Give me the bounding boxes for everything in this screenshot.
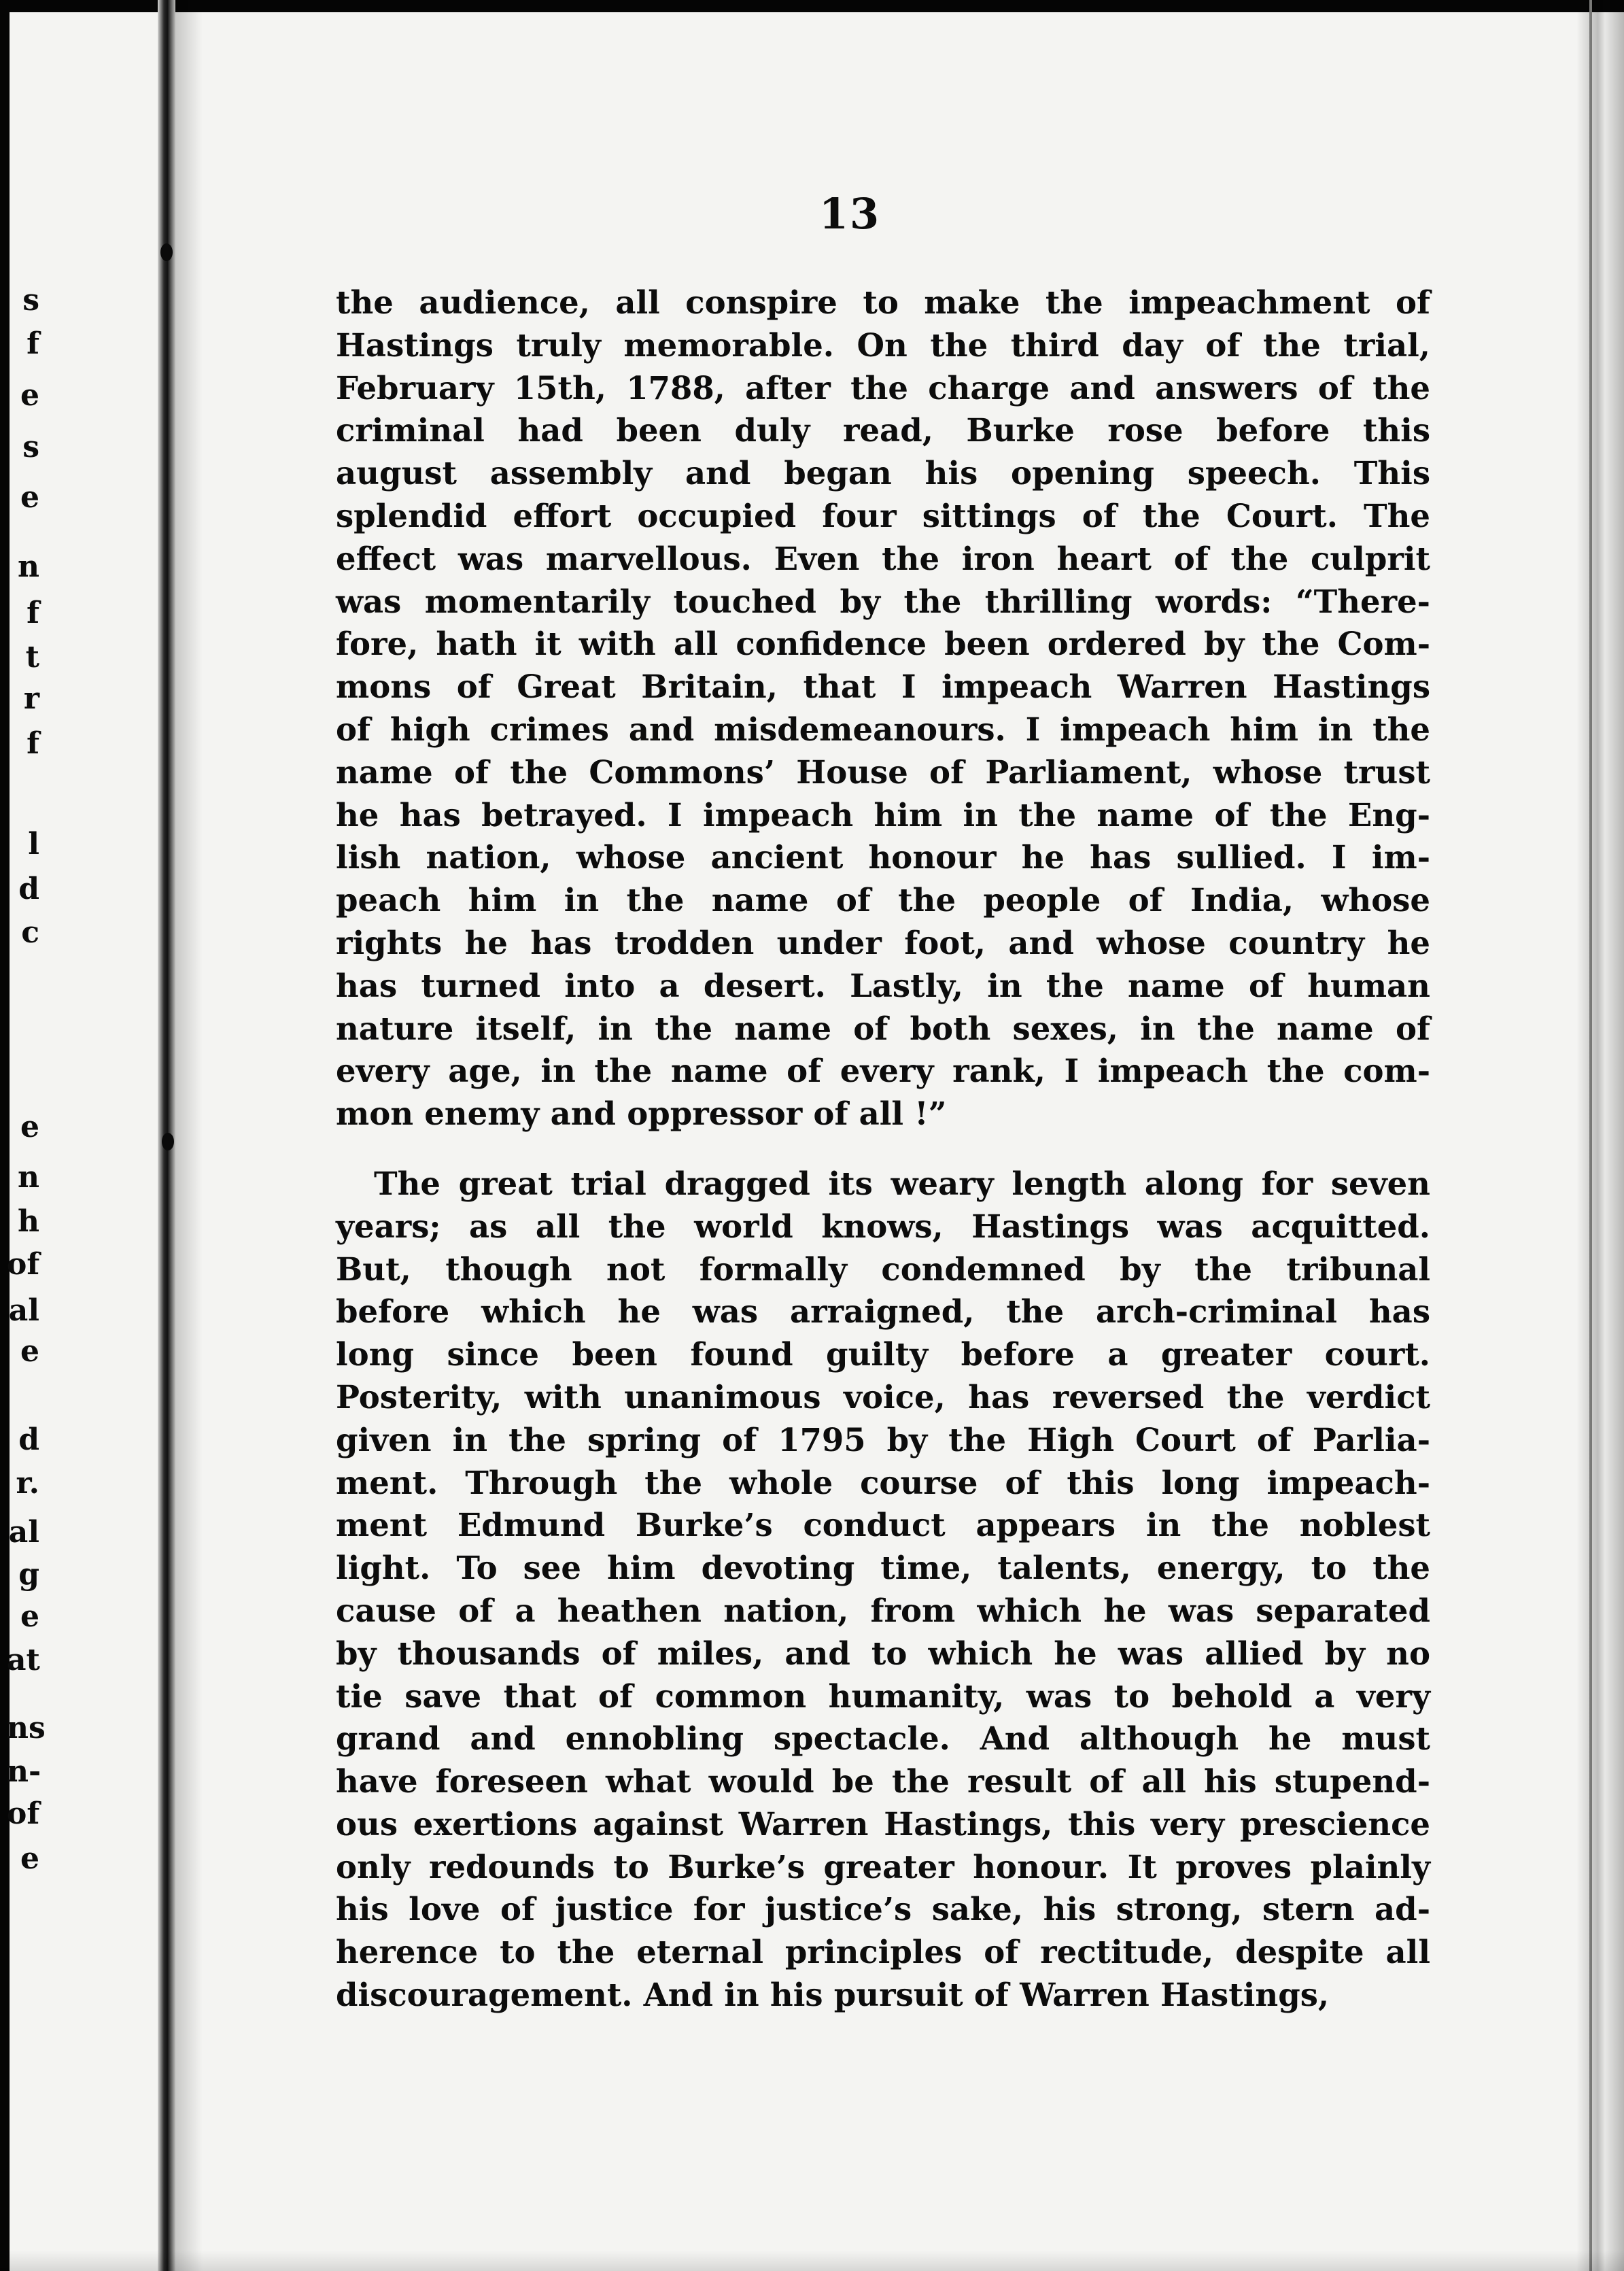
- binding-mark-top: [160, 243, 173, 261]
- facing-page-fragment: e: [20, 1334, 39, 1369]
- text-line: The great trial dragged its weary length along for seven: [374, 1164, 1430, 1202]
- facing-page-fragment: s: [22, 430, 39, 464]
- text-line: name of the Commons’ House of Parliament, whose trust: [336, 753, 1430, 791]
- text-line: Hastings truly memorable. On the third day of the trial,: [336, 326, 1430, 364]
- facing-page-fragment: ns: [7, 1711, 46, 1745]
- facing-page-fragment: e: [20, 378, 39, 413]
- text-line: discouragement. And in his pursuit of Warren Hastings,: [336, 1976, 1330, 2014]
- text-line: his love of justice for justice’s sake, his strong, stern ad-: [336, 1890, 1430, 1928]
- facing-page-fragment: e: [20, 1110, 39, 1144]
- facing-page-fragment: h: [18, 1204, 39, 1239]
- text-line: light. To see him devoting time, talents, energy, to the: [336, 1549, 1430, 1587]
- facing-page-fragment: f: [27, 326, 39, 361]
- facing-page-fragments: [0, 0, 46, 2271]
- page-number: 13: [818, 189, 881, 239]
- text-line: every age, in the name of every rank, I impeach the com-: [336, 1052, 1430, 1090]
- text-line: have foreseen what would be the result of all his stupend-: [336, 1762, 1430, 1800]
- body-text: [336, 281, 1430, 2017]
- facing-page-fragment: at: [7, 1643, 40, 1677]
- facing-page-fragment: e: [20, 1841, 39, 1876]
- facing-page-fragment: r.: [16, 1466, 39, 1501]
- facing-page-fragment: f: [27, 726, 39, 761]
- text-line: years; as all the world knows, Hastings was acquitted.: [336, 1207, 1430, 1245]
- page-bottom-shadow: [0, 2251, 1624, 2271]
- paragraph-gap: [336, 1136, 1430, 1163]
- facing-page-fragment: t: [25, 640, 39, 675]
- scan-border-top: [0, 0, 1624, 12]
- text-line: fore, hath it with all confidence been ordered by the Com-: [336, 625, 1430, 663]
- text-line: ment Edmund Burke’s conduct appears in the noblest: [336, 1506, 1430, 1544]
- text-line: given in the spring of 1795 by the High Court of Parlia-: [336, 1420, 1430, 1458]
- text-line: effect was marvellous. Even the iron heart of the culprit: [336, 539, 1430, 577]
- facing-page-fragment: n-: [7, 1754, 41, 1789]
- facing-page-fragment: c: [21, 915, 39, 950]
- text-line: nature itself, in the name of both sexes, in the name of: [336, 1009, 1430, 1047]
- text-line: February 15th, 1788, after the charge and answers of the: [336, 369, 1430, 407]
- binding-mark-middle: [162, 1133, 174, 1150]
- text-line: he has betrayed. I impeach him in the name of the Eng-: [336, 796, 1430, 834]
- facing-page-fragment: e: [20, 480, 39, 515]
- facing-page-fragment: l: [28, 827, 39, 861]
- paragraph: [336, 281, 1430, 1136]
- facing-page-fragment: g: [18, 1557, 39, 1592]
- text-line: the audience, all conspire to make the impeachment of: [336, 284, 1430, 321]
- text-line: herence to the eternal principles of rectitude, despite all: [336, 1933, 1430, 1971]
- facing-page-fragment: e: [20, 1599, 39, 1634]
- text-line: long since been found guilty before a greater court.: [336, 1335, 1430, 1373]
- text-line: splendid effort occupied four sittings of the Court. The: [336, 496, 1430, 534]
- facing-page-fragment: d: [18, 1422, 39, 1457]
- text-line: tie save that of common humanity, was to behold a very: [336, 1677, 1430, 1715]
- facing-page-fragment: n: [18, 1160, 39, 1195]
- text-line: was momentarily touched by the thrilling words: “There-: [336, 582, 1430, 620]
- text-line: rights he has trodden under foot, and whose country he: [336, 923, 1430, 961]
- facing-page-fragment: r: [23, 681, 39, 716]
- text-line: mon enemy and oppressor of all !”: [336, 1095, 947, 1133]
- text-line: has turned into a desert. Lastly, in the name of human: [336, 966, 1430, 1004]
- text-line: grand and ennobling spectacle. And although he must: [336, 1720, 1430, 1758]
- gutter-shadow: [175, 0, 203, 2271]
- facing-page-fragment: d: [18, 872, 39, 906]
- facing-page-fragment: f: [27, 596, 39, 630]
- text-line: ment. Through the whole course of this long impeach-: [336, 1463, 1430, 1501]
- text-line: august assembly and began his opening speech. This: [336, 454, 1430, 492]
- page-edge-shadow: [1576, 0, 1624, 2271]
- facing-page-fragment: s: [22, 283, 39, 318]
- facing-page-fragment: n: [18, 549, 39, 584]
- text-line: cause of a heathen nation, from which he was separated: [336, 1591, 1430, 1629]
- paragraph: [336, 1163, 1430, 2017]
- facing-page-fragment: al: [8, 1515, 39, 1550]
- facing-page-fragment: al: [8, 1293, 39, 1328]
- text-line: But, though not formally condemned by the tribunal: [336, 1250, 1430, 1288]
- facing-page-fragment: of: [7, 1247, 40, 1282]
- text-line: by thousands of miles, and to which he was allied by no: [336, 1634, 1430, 1672]
- text-line: mons of Great Britain, that I impeach Warren Hastings: [336, 668, 1430, 706]
- facing-page-fragment: of: [7, 1796, 40, 1831]
- text-line: before which he was arraigned, the arch-criminal has: [336, 1293, 1430, 1331]
- text-line: Posterity, with unanimous voice, has reversed the verdict: [336, 1378, 1430, 1416]
- text-line: lish nation, whose ancient honour he has sullied. I im-: [336, 838, 1430, 876]
- text-line: only redounds to Burke’s greater honour. It proves plainly: [336, 1847, 1430, 1885]
- text-line: peach him in the name of the people of India, whose: [336, 881, 1430, 919]
- text-line: criminal had been duly read, Burke rose before this: [336, 411, 1430, 449]
- text-line: of high crimes and misdemeanours. I impeach him in the: [336, 710, 1430, 748]
- text-line: ous exertions against Warren Hastings, this very prescience: [336, 1805, 1430, 1843]
